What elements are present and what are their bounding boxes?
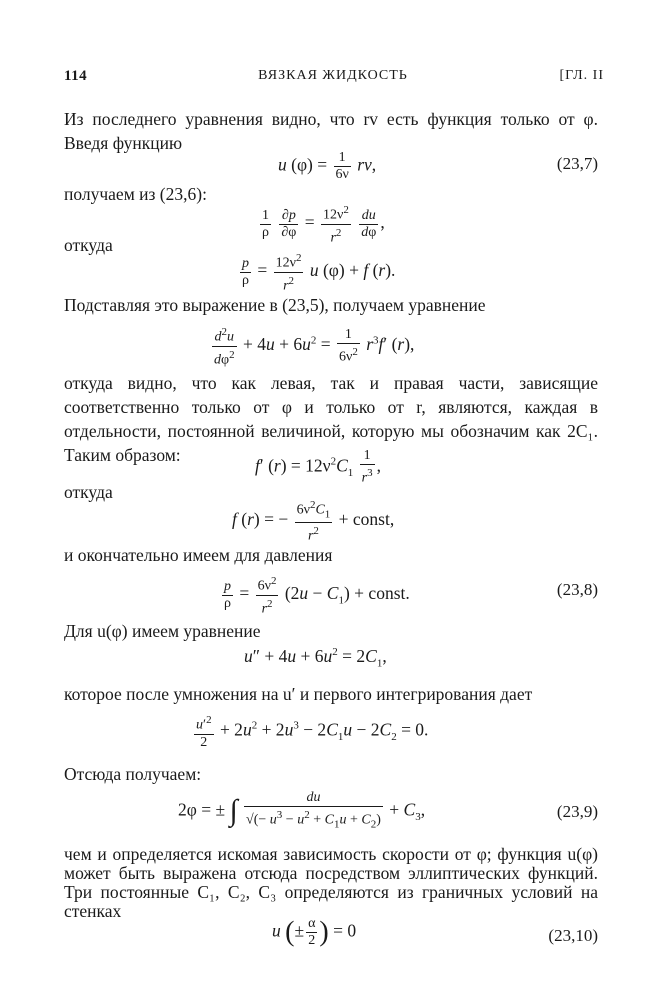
paragraph-1: Из последнего уравнения видно, что rv есть функция только от φ. Введя функцию <box>64 109 598 153</box>
equation-23-9: 2φ = ± ∫ $\frac{du}{√(- u^3 - u^2 + C_1u + C_2)}$ + $C_3$, <box>178 790 426 831</box>
chapter-label: [ГЛ. II <box>559 68 604 83</box>
paragraph-8: Для u(φ) имеем уравнение <box>64 621 261 641</box>
paragraph-9: которое после умножения на u′ и первого интегрирования дает <box>64 684 533 704</box>
equation-23-8: $\frac{p}{\rho}$ = $\frac{6\nu^2}{r^2}$ $(2u - C_1)$ + const. <box>224 575 410 617</box>
equation-number-23-7: (23,7) <box>556 154 598 173</box>
equation-f-prime: f′ $(r) = 12\nu^2C_1$ $\frac{1}{r^3}$ , <box>255 448 381 486</box>
paragraph-3: откуда <box>64 235 113 255</box>
equation-first-integral: $\frac{u'^2}{2}$ + $2u^2 + 2u^3 - 2C_1u - 2C_2 = 0$. <box>196 714 429 750</box>
paragraph-6: откуда <box>64 482 113 502</box>
paragraph-11: чем и определяется искомая зависимость скорости от φ; функция u(φ) может быть выражена отсюда посредством эллиптических функций. Три постоянные C₁, C₂, C₃ определяются из граничных условий на стенках <box>64 844 598 921</box>
paragraph-10: Отсюда получаем: <box>64 764 202 784</box>
equation-main-ode: $\frac{d^2u}{d\varphi^2}$ + $4u + 6u^2$ = $\frac{1}{6\nu^2}$ $r^3f'$ (r), <box>214 326 415 368</box>
equation-number-23-10: (23,10) <box>548 926 598 945</box>
equation-number-23-9: (23,9) <box>556 802 598 821</box>
paragraph-4: Подставляя это выражение в (23,5), получаем уравнение <box>64 295 486 315</box>
equation-pressure: $\frac{p}{\rho}$ = $\frac{12\nu^2}{r^2}$ u (φ) + f (r). <box>242 252 396 294</box>
equation-u-ode: $u'' + 4u + 6u^2 = 2C_1$, <box>244 646 387 670</box>
equation-number-23-8: (23,8) <box>556 580 598 599</box>
equation-pressure-gradient: $\frac{1}{\rho}$ $\frac{\partial p}{\partial\varphi}$ = $\frac{12\nu^2}{r^2}$ $\frac{du}{d\varphi}$ , <box>262 204 385 246</box>
paragraph-2: получаем из (23,6): <box>64 184 207 204</box>
paragraph-5: откуда видно, что как левая, так и правая части, зависящие соответственно только от φ и только от r, являются, каждая в отдельности, постоянной величиной, которую мы обозначим как 2C₁. Таким образом: <box>64 373 598 465</box>
paragraph-7: и окончательно имеем для давления <box>64 545 333 565</box>
equation-23-7: u (φ) = $\frac{1}{6\nu}$ rv, <box>278 150 377 182</box>
page-number: 114 <box>64 68 88 84</box>
equation-23-10: u (± $\frac{\alpha}{2}$ ) = 0 <box>272 916 357 948</box>
equation-f: f (r) = − $\frac{6\nu^2C_1}{r^2}$ + const, <box>232 499 395 545</box>
running-title: ВЯЗКАЯ ЖИДКОСТЬ <box>258 68 408 83</box>
